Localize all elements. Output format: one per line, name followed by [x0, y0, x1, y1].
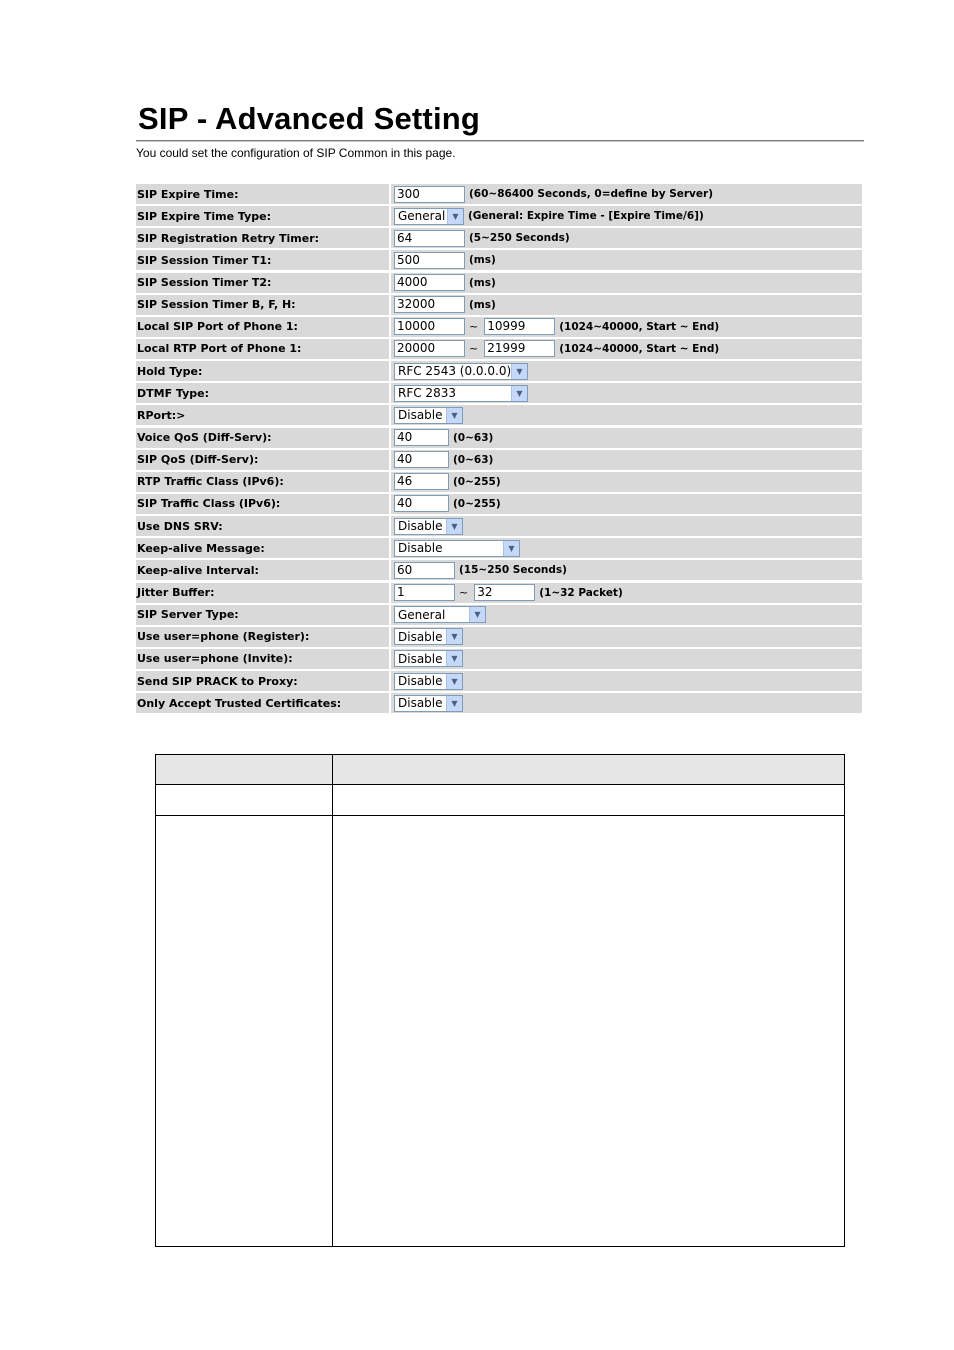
chevron-down-icon[interactable]: ▼ [511, 364, 527, 379]
setting-value-cell [391, 671, 862, 691]
select-value: RFC 2833 [398, 386, 456, 401]
use-dns-srv-select[interactable] [394, 518, 463, 535]
setting-row [136, 538, 862, 558]
setting-row [136, 516, 862, 536]
chevron-down-icon[interactable]: ▼ [511, 386, 527, 401]
setting-hint: (60~86400 Seconds, 0=define by Server) [469, 188, 713, 200]
range-separator: ~ [469, 320, 479, 334]
setting-hint: (5~250 Seconds) [469, 232, 570, 245]
setting-value-cell [391, 317, 862, 337]
setting-value-cell [391, 649, 862, 669]
select-value: Disable [398, 674, 443, 689]
trusted-certificates-select[interactable] [394, 695, 463, 712]
sip-session-timer-t1-input[interactable]: 500 [394, 252, 465, 269]
setting-label: SIP Registration Retry Timer: [136, 228, 389, 248]
title-divider [136, 140, 864, 142]
setting-row [136, 560, 862, 580]
setting-hint: (ms) [469, 276, 496, 289]
setting-value-cell [391, 250, 862, 270]
chevron-down-icon[interactable]: ▼ [446, 696, 462, 711]
setting-label: SIP Expire Time Type: [136, 206, 389, 226]
setting-label: Jitter Buffer: [136, 583, 389, 603]
page-description: You could set the configuration of SIP Common in this page. [136, 146, 456, 160]
jitter-buffer-max-input[interactable]: 32 [474, 584, 535, 601]
setting-hint: (1~32 Packet) [539, 586, 623, 599]
sip-server-type-select[interactable] [394, 606, 486, 623]
setting-label: SIP Session Timer T2: [136, 273, 389, 293]
setting-label: Hold Type: [136, 361, 389, 381]
setting-row [136, 273, 862, 293]
setting-label: SIP Session Timer B, F, H: [136, 295, 389, 315]
settings-form [136, 184, 862, 715]
user-phone-register-select[interactable] [394, 628, 463, 645]
sip-qos-input[interactable]: 40 [394, 451, 449, 468]
setting-row [136, 605, 862, 625]
setting-label: SIP Server Type: [136, 605, 389, 625]
setting-hint: (15~250 Seconds) [459, 564, 567, 577]
setting-label: Use user=phone (Register): [136, 627, 389, 647]
table-header-row [156, 755, 844, 785]
setting-hint: (General: Expire Time - [Expire Time/6]) [468, 210, 704, 223]
setting-row [136, 649, 862, 669]
chevron-down-icon[interactable]: ▼ [446, 674, 462, 689]
setting-row [136, 405, 862, 425]
table-row [156, 785, 844, 816]
setting-value-cell [391, 339, 862, 359]
local-rtp-port-start-input[interactable]: 20000 [394, 340, 465, 357]
setting-value-cell [391, 184, 862, 204]
sip-session-timer-bfh-input[interactable]: 32000 [394, 296, 465, 313]
chevron-down-icon[interactable]: ▼ [503, 541, 519, 556]
setting-row [136, 450, 862, 470]
setting-row [136, 295, 862, 315]
local-sip-port-end-input[interactable]: 10999 [484, 318, 555, 335]
dtmf-type-select[interactable] [394, 385, 528, 402]
range-separator: ~ [469, 342, 479, 356]
setting-label: Use user=phone (Invite): [136, 649, 389, 669]
setting-value-cell [391, 583, 862, 603]
setting-row [136, 383, 862, 403]
setting-row [136, 361, 862, 381]
page-title: SIP - Advanced Setting [138, 101, 481, 136]
select-value: Disable [398, 651, 443, 666]
range-separator: ~ [459, 586, 469, 600]
keep-alive-interval-input[interactable]: 60 [394, 562, 455, 579]
select-value: Disable [398, 408, 443, 423]
setting-value-cell [391, 560, 862, 580]
setting-label: SIP Traffic Class (IPv6): [136, 494, 389, 514]
hold-type-select[interactable] [394, 363, 528, 380]
setting-label: RPort:> [136, 405, 389, 425]
chevron-down-icon[interactable]: ▼ [446, 629, 462, 644]
setting-row [136, 228, 862, 248]
setting-value-cell [391, 206, 862, 226]
setting-hint: (ms) [469, 298, 496, 311]
select-value: Disable [398, 696, 443, 711]
chevron-down-icon[interactable]: ▼ [446, 519, 462, 534]
sip-registration-retry-timer-input[interactable]: 64 [394, 230, 465, 247]
setting-value-cell [391, 383, 862, 403]
voice-qos-input[interactable]: 40 [394, 429, 449, 446]
setting-value-cell [391, 361, 862, 381]
setting-value-cell [391, 693, 862, 713]
setting-label: Only Accept Trusted Certificates: [136, 693, 389, 713]
setting-value-cell [391, 494, 862, 514]
chevron-down-icon[interactable]: ▼ [446, 651, 462, 666]
chevron-down-icon[interactable]: ▼ [446, 408, 462, 423]
setting-label: SIP Expire Time: [136, 184, 389, 204]
setting-label: Send SIP PRACK to Proxy: [136, 671, 389, 691]
setting-row [136, 184, 862, 204]
setting-row [136, 583, 862, 603]
sip-expire-time-input[interactable]: 300 [394, 186, 465, 203]
setting-row [136, 206, 862, 226]
setting-hint: (0~255) [453, 475, 501, 488]
setting-value-cell [391, 472, 862, 492]
description-table [155, 754, 845, 1247]
setting-value-cell [391, 295, 862, 315]
setting-row [136, 428, 862, 448]
select-value: General [398, 607, 446, 622]
select-value: RFC 2543 (0.0.0.0) [398, 364, 511, 379]
setting-row [136, 250, 862, 270]
setting-row [136, 472, 862, 492]
setting-hint: (1024~40000, Start ~ End) [559, 342, 720, 355]
setting-hint: (0~255) [453, 497, 501, 510]
local-sip-port-start-input[interactable]: 10000 [394, 318, 465, 335]
user-phone-invite-select[interactable] [394, 650, 463, 667]
keep-alive-message-select[interactable] [394, 540, 520, 557]
sip-session-timer-t2-input[interactable]: 4000 [394, 274, 465, 291]
chevron-down-icon[interactable]: ▼ [447, 209, 463, 224]
setting-hint: (0~63) [453, 431, 494, 444]
setting-hint: (1024~40000, Start ~ End) [559, 320, 720, 333]
chevron-down-icon[interactable]: ▼ [469, 607, 485, 622]
setting-label: SIP Session Timer T1: [136, 250, 389, 270]
rtp-traffic-class-input[interactable]: 46 [394, 473, 449, 490]
setting-label: Voice QoS (Diff-Serv): [136, 428, 389, 448]
setting-value-cell [391, 405, 862, 425]
setting-value-cell [391, 273, 862, 293]
setting-label: Keep-alive Message: [136, 538, 389, 558]
setting-label: SIP QoS (Diff-Serv): [136, 450, 389, 470]
send-sip-prack-select[interactable] [394, 673, 463, 690]
select-value: Disable [398, 629, 443, 644]
setting-label: DTMF Type: [136, 383, 389, 403]
setting-label: Local SIP Port of Phone 1: [136, 317, 389, 337]
sip-expire-time-type-select[interactable] [394, 208, 464, 225]
setting-row [136, 627, 862, 647]
setting-value-cell [391, 538, 862, 558]
column-divider [332, 755, 333, 1246]
setting-row [136, 339, 862, 359]
setting-label: Use DNS SRV: [136, 516, 389, 536]
setting-value-cell [391, 228, 862, 248]
setting-hint: (ms) [469, 254, 496, 267]
select-value: General [398, 209, 446, 224]
setting-value-cell [391, 516, 862, 536]
setting-label: Keep-alive Interval: [136, 560, 389, 580]
setting-row [136, 317, 862, 337]
rport-select[interactable] [394, 407, 463, 424]
select-value: Disable [398, 541, 443, 556]
setting-label: RTP Traffic Class (IPv6): [136, 472, 389, 492]
setting-value-cell [391, 627, 862, 647]
local-rtp-port-end-input[interactable]: 21999 [484, 340, 555, 357]
setting-hint: (0~63) [453, 453, 494, 466]
sip-traffic-class-input[interactable]: 40 [394, 495, 449, 512]
setting-value-cell [391, 428, 862, 448]
setting-row [136, 693, 862, 713]
setting-row [136, 494, 862, 514]
setting-value-cell [391, 605, 862, 625]
select-value: Disable [398, 519, 443, 534]
jitter-buffer-min-input[interactable]: 1 [394, 584, 455, 601]
setting-value-cell [391, 450, 862, 470]
setting-label: Local RTP Port of Phone 1: [136, 339, 389, 359]
setting-row [136, 671, 862, 691]
